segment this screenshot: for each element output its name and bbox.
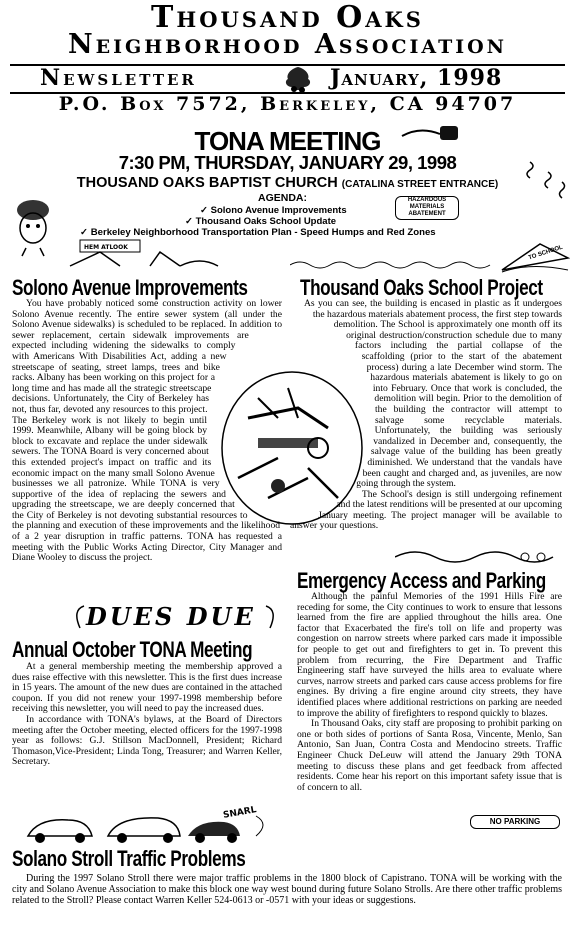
solono-paragraph: You have probably noticed some construction activity on lower Solono Avenue recently. The entire sewer system (all under the Solono Avenue sidewalks) is scheduled to be replaced. In addition to sewer replacement, certain sidewalk improvements are expected including widening the sidewalks to comply with Americans With Disabilities Act, adding a new streetscape of seating, street lamps, trees and bike racks. Albany has been working on this project for a long time and has made all the strategic streetscape decisions. Unfortunately, the City of Berkeley has not, thus far, devoted any resources to this project. The Berkeley work is not likely to begin until 1999. Meanwhile, Albany will be going block by block to excavate and replace the under sidewalk sewers. The TONA Board is very concerned about this extended project's impact on traffic and its economic impact on the many small Solono Avenue businesses we all patronize. While TONA is very supportive of the idea of replacing the sewers and upgrading the streetscape, we are deeply concerned that the City of Berkeley is not devoting substantial resources to the planning and execution of these improvements and the likelihood of a 2 year disruption in traffic patterns. TONA has requested a meeting with the Public Works Acting Director, City Manager and Diane Wooley to discuss the project. bbox=[12, 299, 282, 564]
issue-date: January, 1998 bbox=[330, 65, 503, 91]
newsletter-label: Newsletter bbox=[40, 65, 197, 91]
agenda-label: AGENDA: bbox=[258, 192, 307, 204]
meeting-title: TONA MEETING bbox=[194, 126, 381, 156]
meeting-place: THOUSAND OAKS BAPTIST CHURCH bbox=[76, 175, 338, 191]
school-paragraph-1: As you can see, the building is encased in plastic as it undergoes the hazardous materials abatement process, the first step towards demolition. The School is approximately one month off its original destruction/construction schedule due to many factors including the partial collapse of the scaffolding (prior to the start of the abatement process) during a late December wind storm. The hazardous materials abatement is likely to go on into February. Once that work is concluded, the demolition will begin. Prior to the demolition of the building the contractor will attempt to salvage some recyclable materials. Unfortunately, the building was seriously vandalized in December and, consequently, the salvage value of the building has been greatly diminished. We understand that the vandals have been caught and charged and, as juveniles, are now going through the system. bbox=[304, 299, 562, 490]
checkmark-icon: ✓ bbox=[200, 205, 211, 216]
annual-paragraph-2: In accordance with TONA's bylaws, at the Board of Directors meeting after the October meeting, elected officers for the 1997-1998 year as follows: G.J. Stillson MacDonnell, President; Richard Thomason,Vice-President; Linda Tong, Treasurer; and Warren Keller, Secretary. bbox=[12, 713, 282, 768]
hazardous-materials-sign: HAZARDOUS MATERIALS ABATEMENT bbox=[395, 196, 459, 220]
agenda-item-3: ✓ Berkeley Neighborhood Transportation Plan - Speed Humps and Red Zones bbox=[80, 227, 436, 238]
snarl-text: SNARL bbox=[222, 805, 258, 821]
to-school-sign bbox=[500, 240, 570, 274]
annual-paragraph-1: At a general membership meeting the membership approved a dues raise effective with this newsletter. This is the first dues increase in 15 years. The amount of the new dues are contained in the attached coupon. If you did not renew your 1997-1998 membership before receiving this newsletter, you will need to pay the increased dues. bbox=[12, 662, 282, 715]
school-paragraph-2: The School's design is still undergoing refinement and the latest renditions will be presented at our upcoming January meeting. The project manager will be available to answer your questions. bbox=[290, 488, 562, 532]
checkmark-icon: ✓ bbox=[80, 227, 91, 238]
film-reel-icon bbox=[400, 122, 460, 144]
checkmark-icon: ✓ bbox=[185, 216, 196, 227]
annual-text bbox=[12, 662, 282, 802]
agenda-item-2: ✓ Thousand Oaks School Update bbox=[185, 216, 337, 227]
mailing-address: P.O. Box 7572, Berkeley, CA 94707 bbox=[58, 93, 517, 115]
emergency-text bbox=[297, 592, 562, 814]
stroll-paragraph: During the 1997 Solano Stroll there were major traffic problems in the 1800 block of Capistrano. TONA will be working with the city and Solano Avenue Association to make this block one way west bound during future Solano Strolls. Are there other traffic problems related to the Stroll? Please contact Warren Keller 524-0613 or -0571 with your ideas or suggestions. bbox=[12, 874, 562, 906]
meeting-time: 7:30 PM, THURSDAY, JANUARY 29, 1998 bbox=[118, 152, 457, 173]
stroll-text bbox=[12, 874, 562, 930]
emergency-heading: Emergency Access and Parking bbox=[297, 568, 546, 593]
annual-heading: Annual October TONA Meeting bbox=[12, 637, 253, 662]
masthead-line2: Neighborhood Association bbox=[67, 29, 508, 60]
meeting-entrance: (CATALINA STREET ENTRANCE) bbox=[341, 179, 499, 190]
hands-divider-illustration bbox=[395, 545, 555, 567]
school-text bbox=[290, 299, 562, 559]
construction-barrier-icon bbox=[60, 236, 220, 270]
dues-due-text: DUES DUE bbox=[86, 602, 256, 631]
no-parking-sign: NO PARKING bbox=[470, 815, 560, 829]
stroll-heading: Solano Stroll Traffic Problems bbox=[12, 846, 246, 871]
acorn-character-icon bbox=[10, 196, 56, 258]
masthead-line1: Thousand Oaks bbox=[151, 0, 424, 35]
traffic-cars-illustration bbox=[18, 806, 278, 846]
wavy-divider bbox=[290, 258, 500, 270]
squiggle-arrows-icon bbox=[520, 158, 570, 202]
meeting-place-line bbox=[0, 175, 575, 193]
dues-due-banner bbox=[70, 598, 280, 634]
oak-leaf-icon bbox=[280, 65, 316, 93]
svg-text:HEM ATLOOK: HEM ATLOOK bbox=[84, 244, 128, 251]
emergency-paragraph-2: In Thousand Oaks, city staff are proposing to prohibit parking on one or both sides of portions of Santa Rosa, Vincente, Menlo, San Antonio, San Juan, Contra Costa and Mendocino streets. Traffic Engineer Chuck DeLeuw will attend the January 29th TONA meeting to discuss these plans and get feedback from affected residents. Come hear his report on this important safety issue that is of concern to all. bbox=[297, 718, 562, 793]
to-school-text: TO SCHOOL bbox=[527, 244, 564, 262]
solono-heading: Solono Avenue Improvements bbox=[12, 275, 248, 300]
agenda-item-1: ✓ Solono Avenue Improvements bbox=[200, 205, 347, 216]
school-heading: Thousand Oaks School Project bbox=[300, 275, 543, 300]
emergency-paragraph-1: Although the painful Memories of the 1991 Hills Fire are receding for some, the City continues to work to ensure that lessons learned from the fire are applied throughout the hills area. One factor that Exacerbated the fire's toll on life and property was congestion on narrow streets where parked cars made it impossible for people to get out and firefighters to get in. To prevent this problem from recurring, the Fire Department and Traffic Engineering staff have surveyed the hills area to evaluate where curves, narrow streets and parked cars cause access problems for fire engines. By driving a fire engine around city streets, they have identified places where additional restrictions on parking are needed to improve the ability of firefighters to respond quickly to blazes. bbox=[297, 592, 562, 719]
